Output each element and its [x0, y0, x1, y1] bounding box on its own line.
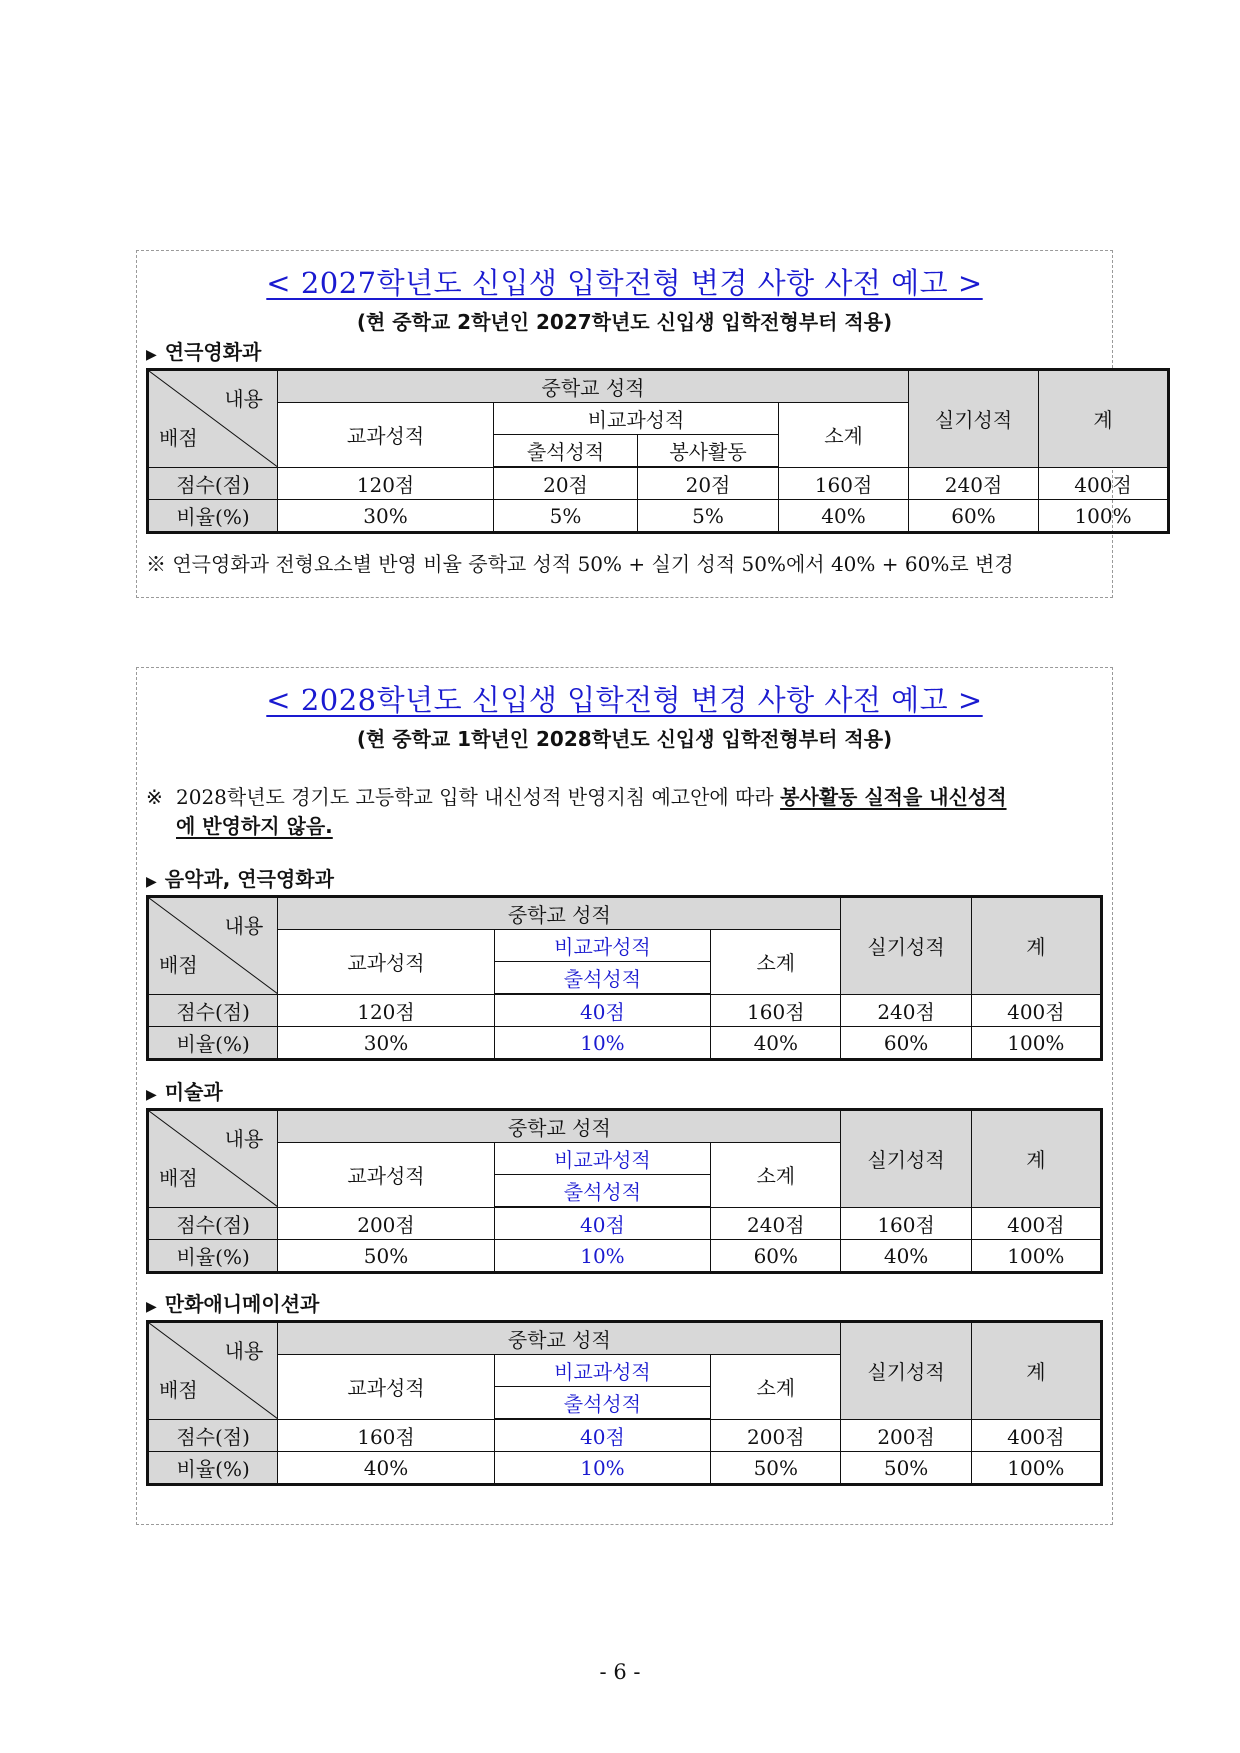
- cell-total: 100%: [971, 1027, 1101, 1060]
- cell-attendance: 20점: [494, 467, 638, 500]
- diagonal-header-cell: 내용 배점: [148, 1110, 278, 1208]
- cell-attendance: 40점: [494, 1419, 710, 1452]
- cell-subject: 160점: [278, 1419, 494, 1452]
- table-row: [148, 500, 1169, 533]
- table-row: [148, 1452, 1102, 1485]
- volunteer-header: 봉사활동: [638, 435, 779, 468]
- cell-practical: 40%: [841, 1240, 971, 1273]
- cell-subject: 200점: [278, 1207, 494, 1240]
- subject-header: 교과성적: [278, 930, 494, 995]
- attendance-header: 출석성적: [494, 962, 710, 995]
- cell-subtotal: 40%: [711, 1027, 841, 1060]
- cell-subject: 40%: [278, 1452, 494, 1485]
- table-row: [148, 1240, 1102, 1273]
- cell-volunteer: 5%: [638, 500, 779, 533]
- row-label: 점수(점): [148, 1207, 278, 1240]
- section-label-music-theater-film: ▶ 음악과, 연극영화과: [146, 867, 334, 891]
- note-text: 2028학년도 경기도 고등학교 입학 내신성적 반영지침 예고안에 따라: [176, 785, 781, 809]
- table-2028-cartoon-animation: [146, 1320, 1103, 1486]
- row-label: 점수(점): [148, 994, 278, 1027]
- cell-total: 400점: [1039, 467, 1169, 500]
- row-label: 비율(%): [148, 1240, 278, 1273]
- total-header: 계: [971, 1322, 1101, 1420]
- notice-2028-box: [136, 667, 1113, 1525]
- cell-attendance: 10%: [494, 1027, 710, 1060]
- cell-subtotal: 160점: [711, 994, 841, 1027]
- row-label: 점수(점): [148, 1419, 278, 1452]
- cell-subtotal: 160점: [779, 467, 909, 500]
- cell-attendance: 40점: [494, 1207, 710, 1240]
- triangle-bullet-icon: ▶: [146, 1087, 157, 1103]
- cell-total: 400점: [971, 994, 1101, 1027]
- cell-subtotal: 40%: [779, 500, 909, 533]
- cell-subject: 30%: [278, 500, 494, 533]
- cell-total: 100%: [1039, 500, 1169, 533]
- table-2027-theater-film: [146, 368, 1170, 534]
- note-emphasis-2: 에 반영하지 않음.: [176, 814, 333, 838]
- total-header: 계: [971, 1110, 1101, 1208]
- attendance-header: 출석성적: [494, 1175, 710, 1208]
- triangle-bullet-icon: ▶: [146, 1299, 157, 1315]
- cell-total: 400점: [971, 1207, 1101, 1240]
- notice-2028-subtitle: (현 중학교 1학년인 2028학년도 신입생 입학전형부터 적용): [356, 727, 893, 751]
- notice-2027-footnote: ※ 연극영화과 전형요소별 반영 비율 중학교 성적 50% + 실기 성적 50%에서 40% + 60%로 변경: [146, 552, 1014, 576]
- section-label-theater-film: ▶ 연극영화과: [146, 340, 262, 364]
- notice-2028-title: < 2028학년도 신입생 입학전형 변경 사항 사전 예고 >: [266, 683, 983, 717]
- cell-practical: 50%: [841, 1452, 971, 1485]
- total-header: 계: [1039, 370, 1169, 468]
- attendance-header: 출석성적: [494, 435, 638, 468]
- cell-subtotal: 240점: [711, 1207, 841, 1240]
- group-header-middle-school: 중학교 성적: [278, 1322, 841, 1355]
- subtotal-header: 소계: [711, 930, 841, 995]
- group-header-middle-school: 중학교 성적: [278, 897, 841, 930]
- notice-2027-subtitle: (현 중학교 2학년인 2027학년도 신입생 입학전형부터 적용): [356, 310, 893, 334]
- cell-attendance: 10%: [494, 1240, 710, 1273]
- cell-volunteer: 20점: [638, 467, 779, 500]
- practical-header: 실기성적: [841, 1110, 971, 1208]
- notice-2028-note: [146, 783, 1104, 841]
- table-row: [148, 1207, 1102, 1240]
- cell-subject: 50%: [278, 1240, 494, 1273]
- table-row: [148, 467, 1169, 500]
- notice-2027-box: [136, 250, 1132, 598]
- nonsubject-header: 비교과성적: [494, 403, 779, 435]
- subtotal-header: 소계: [711, 1143, 841, 1208]
- cell-total: 100%: [971, 1240, 1101, 1273]
- section-label-fine-arts: ▶ 미술과: [146, 1080, 223, 1104]
- cell-practical: 60%: [909, 500, 1039, 533]
- total-header: 계: [971, 897, 1101, 995]
- cell-subtotal: 200점: [711, 1419, 841, 1452]
- note-emphasis-1: 봉사활동 실적을 내신성적: [780, 785, 1007, 809]
- cell-total: 400점: [971, 1419, 1101, 1452]
- nonsubject-header: 비교과성적: [494, 1355, 710, 1387]
- diagonal-header-cell: 내용 배점: [148, 370, 278, 468]
- subject-header: 교과성적: [278, 403, 494, 468]
- cell-subject: 120점: [278, 467, 494, 500]
- diagonal-header-cell: 내용 배점: [148, 897, 278, 995]
- cell-attendance: 5%: [494, 500, 638, 533]
- subtotal-header: 소계: [779, 403, 909, 468]
- triangle-bullet-icon: ▶: [146, 874, 157, 890]
- table-2028-fine-arts: [146, 1108, 1103, 1274]
- page-number: - 6 -: [599, 1660, 641, 1684]
- practical-header: 실기성적: [909, 370, 1039, 468]
- cell-practical: 240점: [841, 994, 971, 1027]
- section-label-cartoon-animation: ▶ 만화애니메이션과: [146, 1292, 320, 1316]
- group-header-middle-school: 중학교 성적: [278, 370, 909, 403]
- table-row: [148, 1027, 1102, 1060]
- cell-subtotal: 50%: [711, 1452, 841, 1485]
- reference-mark: ※: [146, 785, 163, 809]
- cell-practical: 200점: [841, 1419, 971, 1452]
- diagonal-header-cell: 내용 배점: [148, 1322, 278, 1420]
- notice-2027-title: < 2027학년도 신입생 입학전형 변경 사항 사전 예고 >: [266, 266, 983, 300]
- row-label: 비율(%): [148, 500, 278, 533]
- subtotal-header: 소계: [711, 1355, 841, 1420]
- practical-header: 실기성적: [841, 1322, 971, 1420]
- nonsubject-header: 비교과성적: [494, 1143, 710, 1175]
- attendance-header: 출석성적: [494, 1387, 710, 1420]
- cell-subtotal: 60%: [711, 1240, 841, 1273]
- nonsubject-header: 비교과성적: [494, 930, 710, 962]
- triangle-bullet-icon: ▶: [146, 347, 157, 363]
- row-label: 비율(%): [148, 1452, 278, 1485]
- cell-total: 100%: [971, 1452, 1101, 1485]
- cell-practical: 240점: [909, 467, 1039, 500]
- subject-header: 교과성적: [278, 1143, 494, 1208]
- row-label: 비율(%): [148, 1027, 278, 1060]
- cell-attendance: 40점: [494, 994, 710, 1027]
- practical-header: 실기성적: [841, 897, 971, 995]
- cell-subject: 120점: [278, 994, 494, 1027]
- cell-subject: 30%: [278, 1027, 494, 1060]
- group-header-middle-school: 중학교 성적: [278, 1110, 841, 1143]
- subject-header: 교과성적: [278, 1355, 494, 1420]
- cell-practical: 60%: [841, 1027, 971, 1060]
- row-label: 점수(점): [148, 467, 278, 500]
- table-row: [148, 994, 1102, 1027]
- cell-attendance: 10%: [494, 1452, 710, 1485]
- table-2028-music-theater-film: [146, 895, 1103, 1061]
- cell-practical: 160점: [841, 1207, 971, 1240]
- table-row: [148, 1419, 1102, 1452]
